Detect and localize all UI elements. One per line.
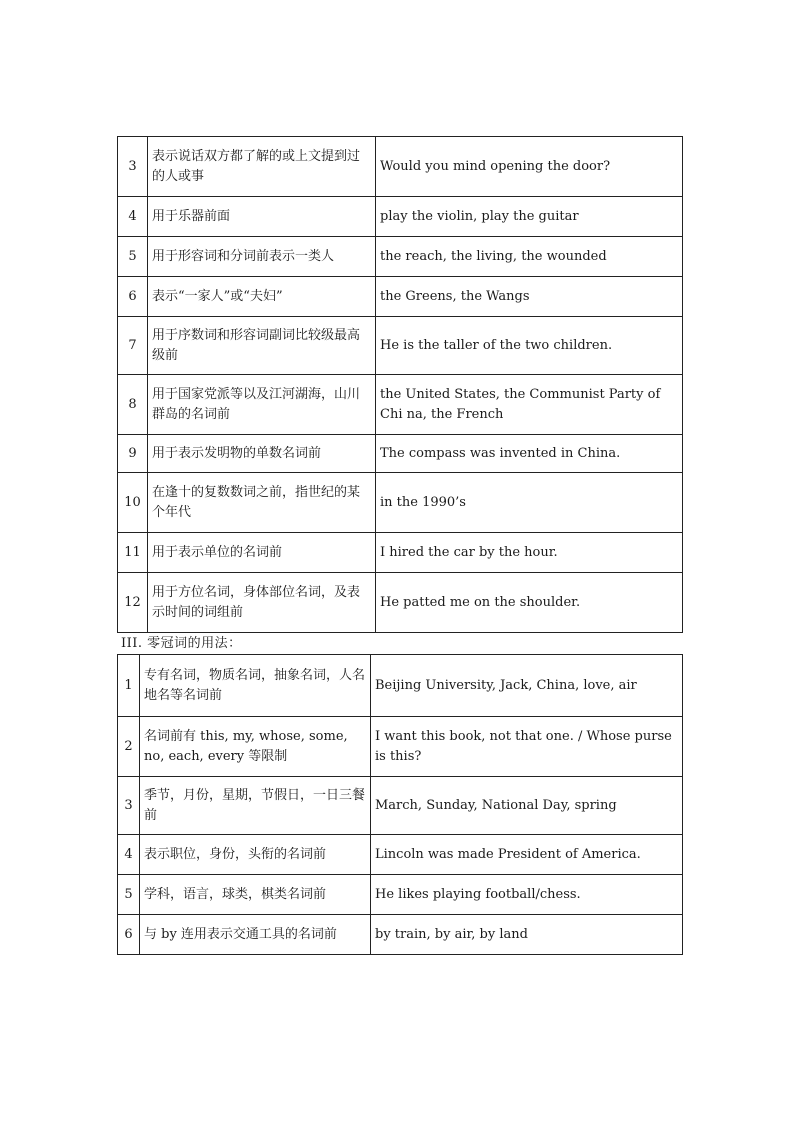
row-number: 6 bbox=[118, 915, 140, 955]
table-row bbox=[118, 473, 683, 533]
definite-article-usage-table bbox=[117, 136, 683, 633]
usage-example: the Greens, the Wangs bbox=[376, 277, 683, 317]
usage-example: The compass was invented in China. bbox=[376, 435, 683, 473]
usage-rule: 用于表示发明物的单数名词前 bbox=[148, 435, 376, 473]
table-row bbox=[118, 197, 683, 237]
usage-rule: 用于形容词和分词前表示一类人 bbox=[148, 237, 376, 277]
table-row bbox=[118, 717, 683, 777]
row-number: 3 bbox=[118, 777, 140, 835]
row-number: 8 bbox=[118, 375, 148, 435]
usage-example: in the 1990’s bbox=[376, 473, 683, 533]
usage-rule: 用于序数词和形容词副词比较级最高级前 bbox=[148, 317, 376, 375]
usage-rule: 用于表示单位的名词前 bbox=[148, 533, 376, 573]
usage-rule: 用于方位名词，身体部位名词，及表示时间的词组前 bbox=[148, 573, 376, 633]
row-number: 3 bbox=[118, 137, 148, 197]
usage-example: Beijing University, Jack, China, love, air bbox=[371, 655, 683, 717]
table-row bbox=[118, 573, 683, 633]
table-row bbox=[118, 875, 683, 915]
usage-example: I want this book, not that one. / Whose purse is this? bbox=[371, 717, 683, 777]
row-number: 11 bbox=[118, 533, 148, 573]
table-row bbox=[118, 137, 683, 197]
row-number: 5 bbox=[118, 237, 148, 277]
usage-rule: 在逢十的复数数词之前，指世纪的某个年代 bbox=[148, 473, 376, 533]
usage-rule: 专有名词，物质名词，抽象名词，人名地名等名词前 bbox=[140, 655, 371, 717]
table-row bbox=[118, 375, 683, 435]
usage-rule: 用于国家党派等以及江河湖海，山川群岛的名词前 bbox=[148, 375, 376, 435]
usage-example: Lincoln was made President of America. bbox=[371, 835, 683, 875]
row-number: 2 bbox=[118, 717, 140, 777]
table-row bbox=[118, 277, 683, 317]
zero-article-usage-table bbox=[117, 654, 683, 955]
table-row bbox=[118, 435, 683, 473]
row-number: 9 bbox=[118, 435, 148, 473]
table-row bbox=[118, 317, 683, 375]
usage-example: by train, by air, by land bbox=[371, 915, 683, 955]
table-row bbox=[118, 655, 683, 717]
usage-example: He is the taller of the two children. bbox=[376, 317, 683, 375]
usage-rule: 名词前有 this, my, whose, some, no, each, every 等限制 bbox=[140, 717, 371, 777]
row-number: 4 bbox=[118, 197, 148, 237]
usage-rule: 学科，语言，球类，棋类名词前 bbox=[140, 875, 371, 915]
usage-rule: 表示说话双方都了解的或上文提到过的人或事 bbox=[148, 137, 376, 197]
usage-rule: 与 by 连用表示交通工具的名词前 bbox=[140, 915, 371, 955]
table-row bbox=[118, 237, 683, 277]
usage-rule: 用于乐器前面 bbox=[148, 197, 376, 237]
row-number: 7 bbox=[118, 317, 148, 375]
table-row bbox=[118, 835, 683, 875]
row-number: 10 bbox=[118, 473, 148, 533]
usage-rule: 季节，月份，星期，节假日，一日三餐前 bbox=[140, 777, 371, 835]
usage-example: the United States, the Communist Party of Chi na, the French bbox=[376, 375, 683, 435]
usage-example: He patted me on the shoulder. bbox=[376, 573, 683, 633]
usage-rule: 表示职位，身份，头衔的名词前 bbox=[140, 835, 371, 875]
usage-example: He likes playing football/chess. bbox=[371, 875, 683, 915]
row-number: 5 bbox=[118, 875, 140, 915]
usage-rule: 表示“一家人”或“夫妇” bbox=[148, 277, 376, 317]
row-number: 12 bbox=[118, 573, 148, 633]
table-row bbox=[118, 915, 683, 955]
section-heading-zero-article: III. 零冠词的用法： bbox=[121, 636, 242, 651]
row-number: 6 bbox=[118, 277, 148, 317]
table-row bbox=[118, 777, 683, 835]
row-number: 4 bbox=[118, 835, 140, 875]
usage-example: March, Sunday, National Day, spring bbox=[371, 777, 683, 835]
usage-example: Would you mind opening the door? bbox=[376, 137, 683, 197]
usage-example: the reach, the living, the wounded bbox=[376, 237, 683, 277]
usage-example: play the violin, play the guitar bbox=[376, 197, 683, 237]
row-number: 1 bbox=[118, 655, 140, 717]
table-row bbox=[118, 533, 683, 573]
usage-example: I hired the car by the hour. bbox=[376, 533, 683, 573]
